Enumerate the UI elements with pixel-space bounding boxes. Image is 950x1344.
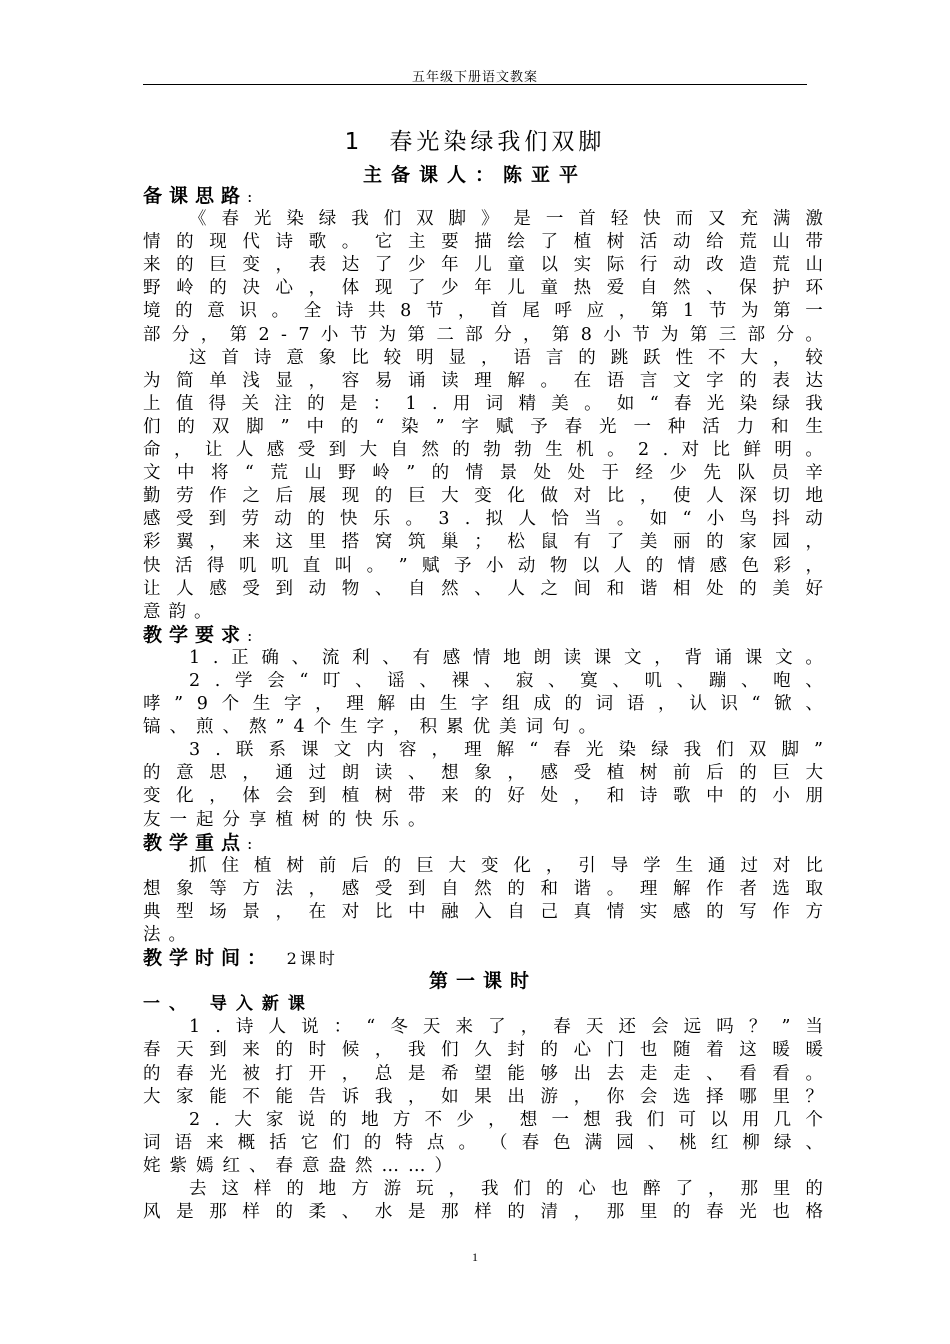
text-line: 2 . 学 会 “ 叮 、 谣 、 裸 、 寂 、 寞 、 叽 、 蹦 、 咆 、 [189,670,823,691]
preparer-line: 主备课人：陈亚平 [362,164,587,186]
text-line: 典 型 场 景 ， 在 对 比 中 融 入 自 己 真 情 实 感 的 写 作 方 [143,901,823,922]
text-line: 风 是 那 样 的 柔 、 水 是 那 样 的 清 ， 那 里 的 春 光 也 格 [143,1202,823,1223]
text-line: 野 岭 的 决 心 ， 体 现 了 少 年 儿 童 热 爱 自 然 、 保 护 环 [143,278,823,299]
section-heading-requirements: 教学要求: [143,623,256,646]
text-line: 勤 劳 作 之 后 展 现 的 巨 大 变 化 做 对 比 ， 使 人 深 切 地 [143,486,823,507]
text-line: 春 天 到 来 的 时 候 ， 我 们 久 封 的 心 门 也 随 着 这 暖 暖 [143,1040,823,1061]
text-line: 来 的 巨 变 ， 表 达 了 少 年 儿 童 以 实 际 行 动 改 造 荒 山 [143,255,823,276]
text-line: 大 家 能 不 能 告 诉 我 ， 如 果 出 游 ， 你 会 选 择 哪 里 ？ [143,1086,823,1107]
text-line: 词 语 来 概 括 它 们 的 特 点 。 （ 春 色 满 园 、 桃 红 柳 绿 、 [143,1132,823,1153]
text-line: 的 意 思 ， 通 过 朗 读 、 想 象 ， 感 受 植 树 前 后 的 巨 大 [143,763,823,784]
text-line: 哮 ” 9 个 生 字 ， 理 解 由 生 字 组 成 的 词 语 ， 认 识 “ 锨 、 [143,694,823,715]
document-body [143,185,823,1224]
text-line: 的 春 光 被 打 开 ， 总 是 希 望 能 够 出 去 走 走 、 看 看 。 [143,1063,823,1084]
text-line: 抓 住 植 树 前 后 的 巨 大 变 化 ， 引 导 学 生 通 过 对 比 [189,855,823,876]
header-rule [143,84,807,85]
text-line: 1 . 正 确 、 流 利 、 有 感 情 地 朗 读 课 文 ， 背 诵 课 文 。 [189,647,823,668]
text-line: 变 化 ， 体 会 到 植 树 带 来 的 好 处 ， 和 诗 歌 中 的 小 朋 [143,786,823,807]
text-line: 《 春 光 染 绿 我 们 双 脚 》 是 一 首 轻 快 而 又 充 满 激 [189,209,823,230]
text-line: 境 的 意 识 。 全 诗 共 8 节 ， 首 尾 呼 应 ， 第 1 节 为 第 一 [143,301,823,322]
text-line: 去 这 样 的 地 方 游 玩 ， 我 们 的 心 也 醉 了 ， 那 里 的 [189,1179,823,1200]
page-number: 1 [472,1250,478,1264]
lesson-period-title: 第一课时 [428,970,537,993]
text-line: 3 . 联 系 课 文 内 容 ， 理 解 “ 春 光 染 绿 我 们 双 脚 ” [189,740,823,761]
text-line: 想 象 等 方 法 ， 感 受 到 自 然 的 和 谐 。 理 解 作 者 选 取 [143,878,823,899]
text-line: 命 ， 让 人 感 受 到 大 自 然 的 勃 勃 生 机 。 2 . 对 比 鲜 明 。 [143,440,823,461]
text-line: 彩 翼 ， 来 这 里 搭 窝 筑 巢 ； 松 鼠 有 了 美 丽 的 家 园 ， [143,532,823,553]
section-heading-time: 教学时间： 2课时 [143,947,338,970]
text-line: 部 分 ， 第 2 - 7 小 节 为 第 二 部 分 ， 第 8 小 节 为 第 三 部 分 。 [143,324,823,345]
text-line: 友一起分享植树的快乐。 [143,809,435,830]
text-line: 2 . 大 家 说 的 地 方 不 少 ， 想 一 想 我 们 可 以 用 几 个 [189,1109,823,1130]
text-line: 情 的 现 代 诗 歌 。 它 主 要 描 绘 了 植 树 活 动 给 荒 山 带 [143,232,823,253]
text-line: 上 值 得 关 注 的 是 ： 1 . 用 词 精 美 。 如 “ 春 光 染 绿 我 [143,393,823,414]
section-heading-focus: 教学重点: [143,831,256,854]
text-line: 们 的 双 脚 ” 中 的 “ 染 ” 字 赋 予 春 光 一 种 活 力 和 生 [143,416,823,437]
text-line: 意韵。 [143,601,220,622]
text-line: 这 首 诗 意 象 比 较 明 显 ， 语 言 的 跳 跃 性 不 大 ， 较 [189,347,823,368]
text-line: 快 活 得 叽 叽 直 叫 。 ” 赋 予 小 动 物 以 人 的 情 感 色 彩 ， [143,555,823,576]
text-line: 法。 [143,925,194,945]
lesson-title [0,123,950,156]
page-header: 五年级下册语文教案 [411,69,538,84]
time-value: 2课时 [286,949,338,969]
text-line: 1 . 诗 人 说 ： “ 冬 天 来 了 ， 春 天 还 会 远 吗 ？ ” 当 [189,1017,823,1038]
lesson-number: 1 [344,129,364,155]
text-line: 镐、煎、熬”4个生字，积累优美词句。 [143,717,606,738]
text-line: 姹紫嫣红、春意盎然……） [143,1155,461,1176]
text-line: 让 人 感 受 到 动 物 、 自 然 、 人 之 间 和 谐 相 处 的 美 好 [143,578,823,599]
text-line: 为 简 单 浅 显 ， 容 易 诵 读 理 解 。 在 语 言 文 字 的 表 达 [143,370,823,391]
text-line: 感 受 到 劳 动 的 快 乐 。 3 . 拟 人 恰 当 。 如 “ 小 鸟 抖 动 [143,509,823,530]
text-line: 文 中 将 “ 荒 山 野 岭 ” 的 情 景 处 处 于 经 少 先 队 员 辛 [143,463,823,484]
lesson-title-text: 春光染绿我们双脚 [389,129,606,155]
section-heading-prep: 备课思路: [143,185,256,207]
intro-heading: 一、 导入新课 [143,994,314,1015]
